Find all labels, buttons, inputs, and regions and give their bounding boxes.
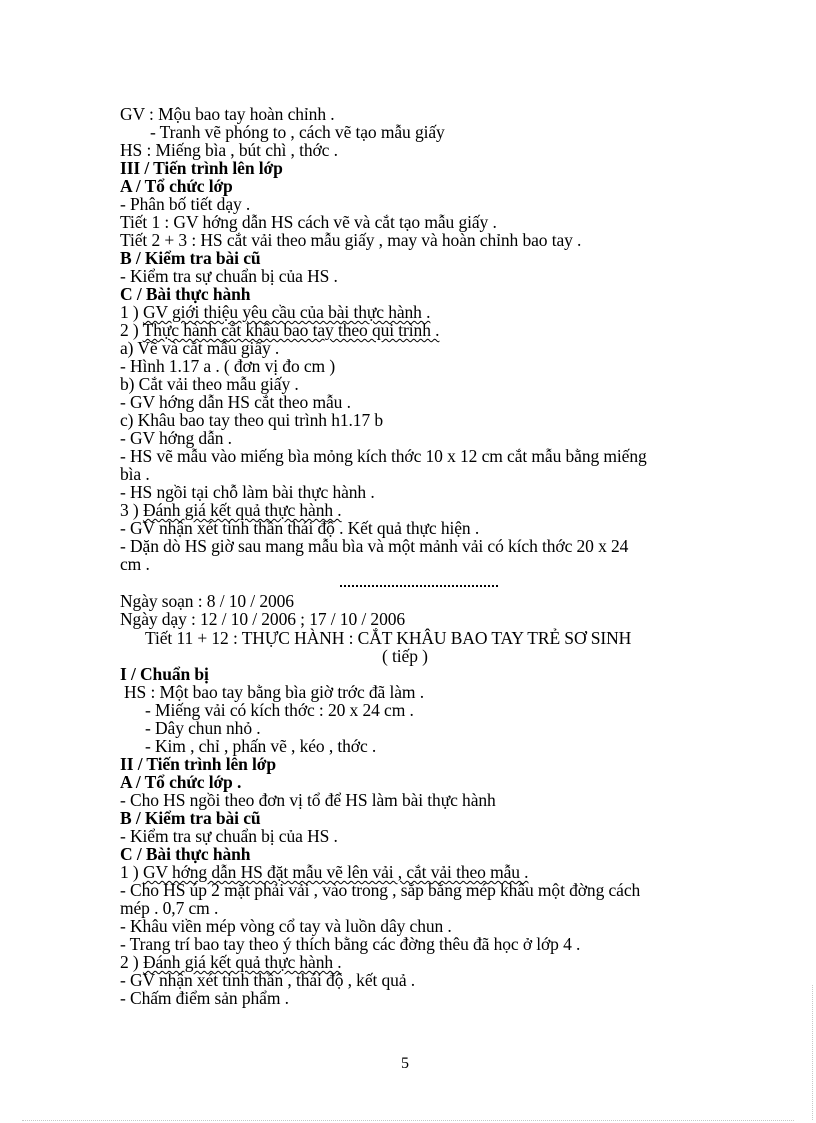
text-line: - Trang trí bao tay theo ý thích bằng các đờng thêu đã học ở lớp 4 . xyxy=(120,934,581,954)
text-line: - Dặn dò HS giờ sau mang mẫu bìa và một mảnh vải có kích thớc 20 x 24 xyxy=(120,536,629,556)
section-heading: B / Kiểm tra bài cũ xyxy=(120,248,261,268)
text-line: HS : Một bao tay bằng bìa giờ trớc đã làm . xyxy=(124,682,424,702)
text-line: - HS vẽ mẫu vào miếng bìa mỏng kích thớc 10 x 12 cm cắt mẫu bằng miếng xyxy=(120,446,647,466)
text-line: - Hình 1.17 a . ( đơn vị đo cm ) xyxy=(120,356,336,376)
text-line: - Cho HS ngồi theo đơn vị tổ để HS làm bài thực hành xyxy=(120,790,496,810)
underlined-item: GV giới thiệu yêu cầu của bài thực hành . xyxy=(142,302,431,322)
text-line: - GV nhận xét tinh thần thái độ . Kết quả thực hiện . xyxy=(120,518,480,538)
text-line: cm . xyxy=(120,554,150,574)
text-line: GV : Mộu bao tay hoàn chỉnh . xyxy=(120,104,335,124)
page-edge-guide xyxy=(22,1120,794,1121)
text-line: - GV nhận xét tinh thần , thái độ , kết quả . xyxy=(120,970,416,990)
text-line: b) Cắt vải theo mẫu giấy . xyxy=(120,374,299,394)
section-heading: II / Tiến trình lên lớp xyxy=(120,754,277,774)
text-line: c) Khâu bao tay theo qui trình h1.17 b xyxy=(120,410,384,430)
text-line: Tiết 2 + 3 : HS cắt vải theo mẫu giấy , may và hoàn chỉnh bao tay . xyxy=(120,230,582,250)
item-number: 1 ) xyxy=(120,302,143,322)
text-line: - HS ngồi tại chỗ làm bài thực hành . xyxy=(120,482,375,502)
text-line: bìa . xyxy=(120,464,150,484)
text-line: - GV hớng dẫn HS cắt theo mẫu . xyxy=(120,392,351,412)
section-heading: C / Bài thực hành xyxy=(120,284,251,304)
text-line: - Kiểm tra sự chuẩn bị của HS . xyxy=(120,826,338,846)
underlined-item: GV hớng dẫn HS đặt mẫu vẽ lên vải , cắt vải theo mẫu . xyxy=(142,862,529,882)
text-line: a) Vẽ và cắt mẫu giấy . xyxy=(120,338,280,358)
underlined-item: Đánh giá kết quả thực hành . xyxy=(142,952,342,972)
text-line: Tiết 1 : GV hớng dẫn HS cách vẽ và cắt tạo mẫu giấy . xyxy=(120,212,497,232)
section-heading: A / Tổ chức lớp xyxy=(120,176,233,196)
lesson-subtitle: ( tiếp ) xyxy=(382,646,428,666)
section-heading: A / Tổ chức lớp . xyxy=(120,772,242,792)
lesson-title: Tiết 11 + 12 : THỰC HÀNH : CẮT KHÂU BAO TAY TRẺ SƠ SINH xyxy=(145,628,632,648)
page-number: 5 xyxy=(401,1055,409,1072)
text-line: - Phân bố tiết dạy . xyxy=(120,194,251,214)
section-heading: III / Tiến trình lên lớp xyxy=(120,158,283,178)
item-number: 2 ) xyxy=(120,952,143,972)
section-heading: B / Kiểm tra bài cũ xyxy=(120,808,261,828)
text-line: - Khâu viền mép vòng cổ tay và luồn dây chun . xyxy=(120,916,452,936)
page-edge-guide xyxy=(812,985,813,1120)
section-heading: C / Bài thực hành xyxy=(120,844,251,864)
text-line: - GV hớng dẫn . xyxy=(120,428,232,448)
text-line: - Kiểm tra sự chuẩn bị của HS . xyxy=(120,266,338,286)
text-line: - Miếng vải có kích thớc : 20 x 24 cm . xyxy=(145,700,414,720)
text-line: - Chấm điểm sản phẩm . xyxy=(120,988,289,1008)
text-line: mép . 0,7 cm . xyxy=(120,898,219,918)
item-number: 2 ) xyxy=(120,320,143,340)
text-line: - Cho HS úp 2 mặt phải vải , vào trong , sắp bằng mép khâu một đờng cách xyxy=(120,880,641,900)
text-line: - Kim , chỉ , phấn vẽ , kéo , thớc . xyxy=(145,736,377,756)
text-line: - Tranh vẽ phóng to , cách vẽ tạo mẫu giấy xyxy=(150,122,445,142)
section-separator xyxy=(340,585,498,587)
item-number: 1 ) xyxy=(120,862,143,882)
date-taught: Ngày dạy : 12 / 10 / 2006 ; 17 / 10 / 2006 xyxy=(120,609,406,629)
text-line: - Dây chun nhỏ . xyxy=(145,718,261,738)
underlined-item: Đánh giá kết quả thực hành . xyxy=(142,500,342,520)
text-line: HS : Miếng bìa , bút chì , thớc . xyxy=(120,140,338,160)
section-heading: I / Chuẩn bị xyxy=(120,664,209,684)
date-prepared: Ngày soạn : 8 / 10 / 2006 xyxy=(120,591,294,611)
item-number: 3 ) xyxy=(120,500,143,520)
underlined-item: Thực hành cắt khâu bao tay theo qui trình . xyxy=(142,320,440,340)
